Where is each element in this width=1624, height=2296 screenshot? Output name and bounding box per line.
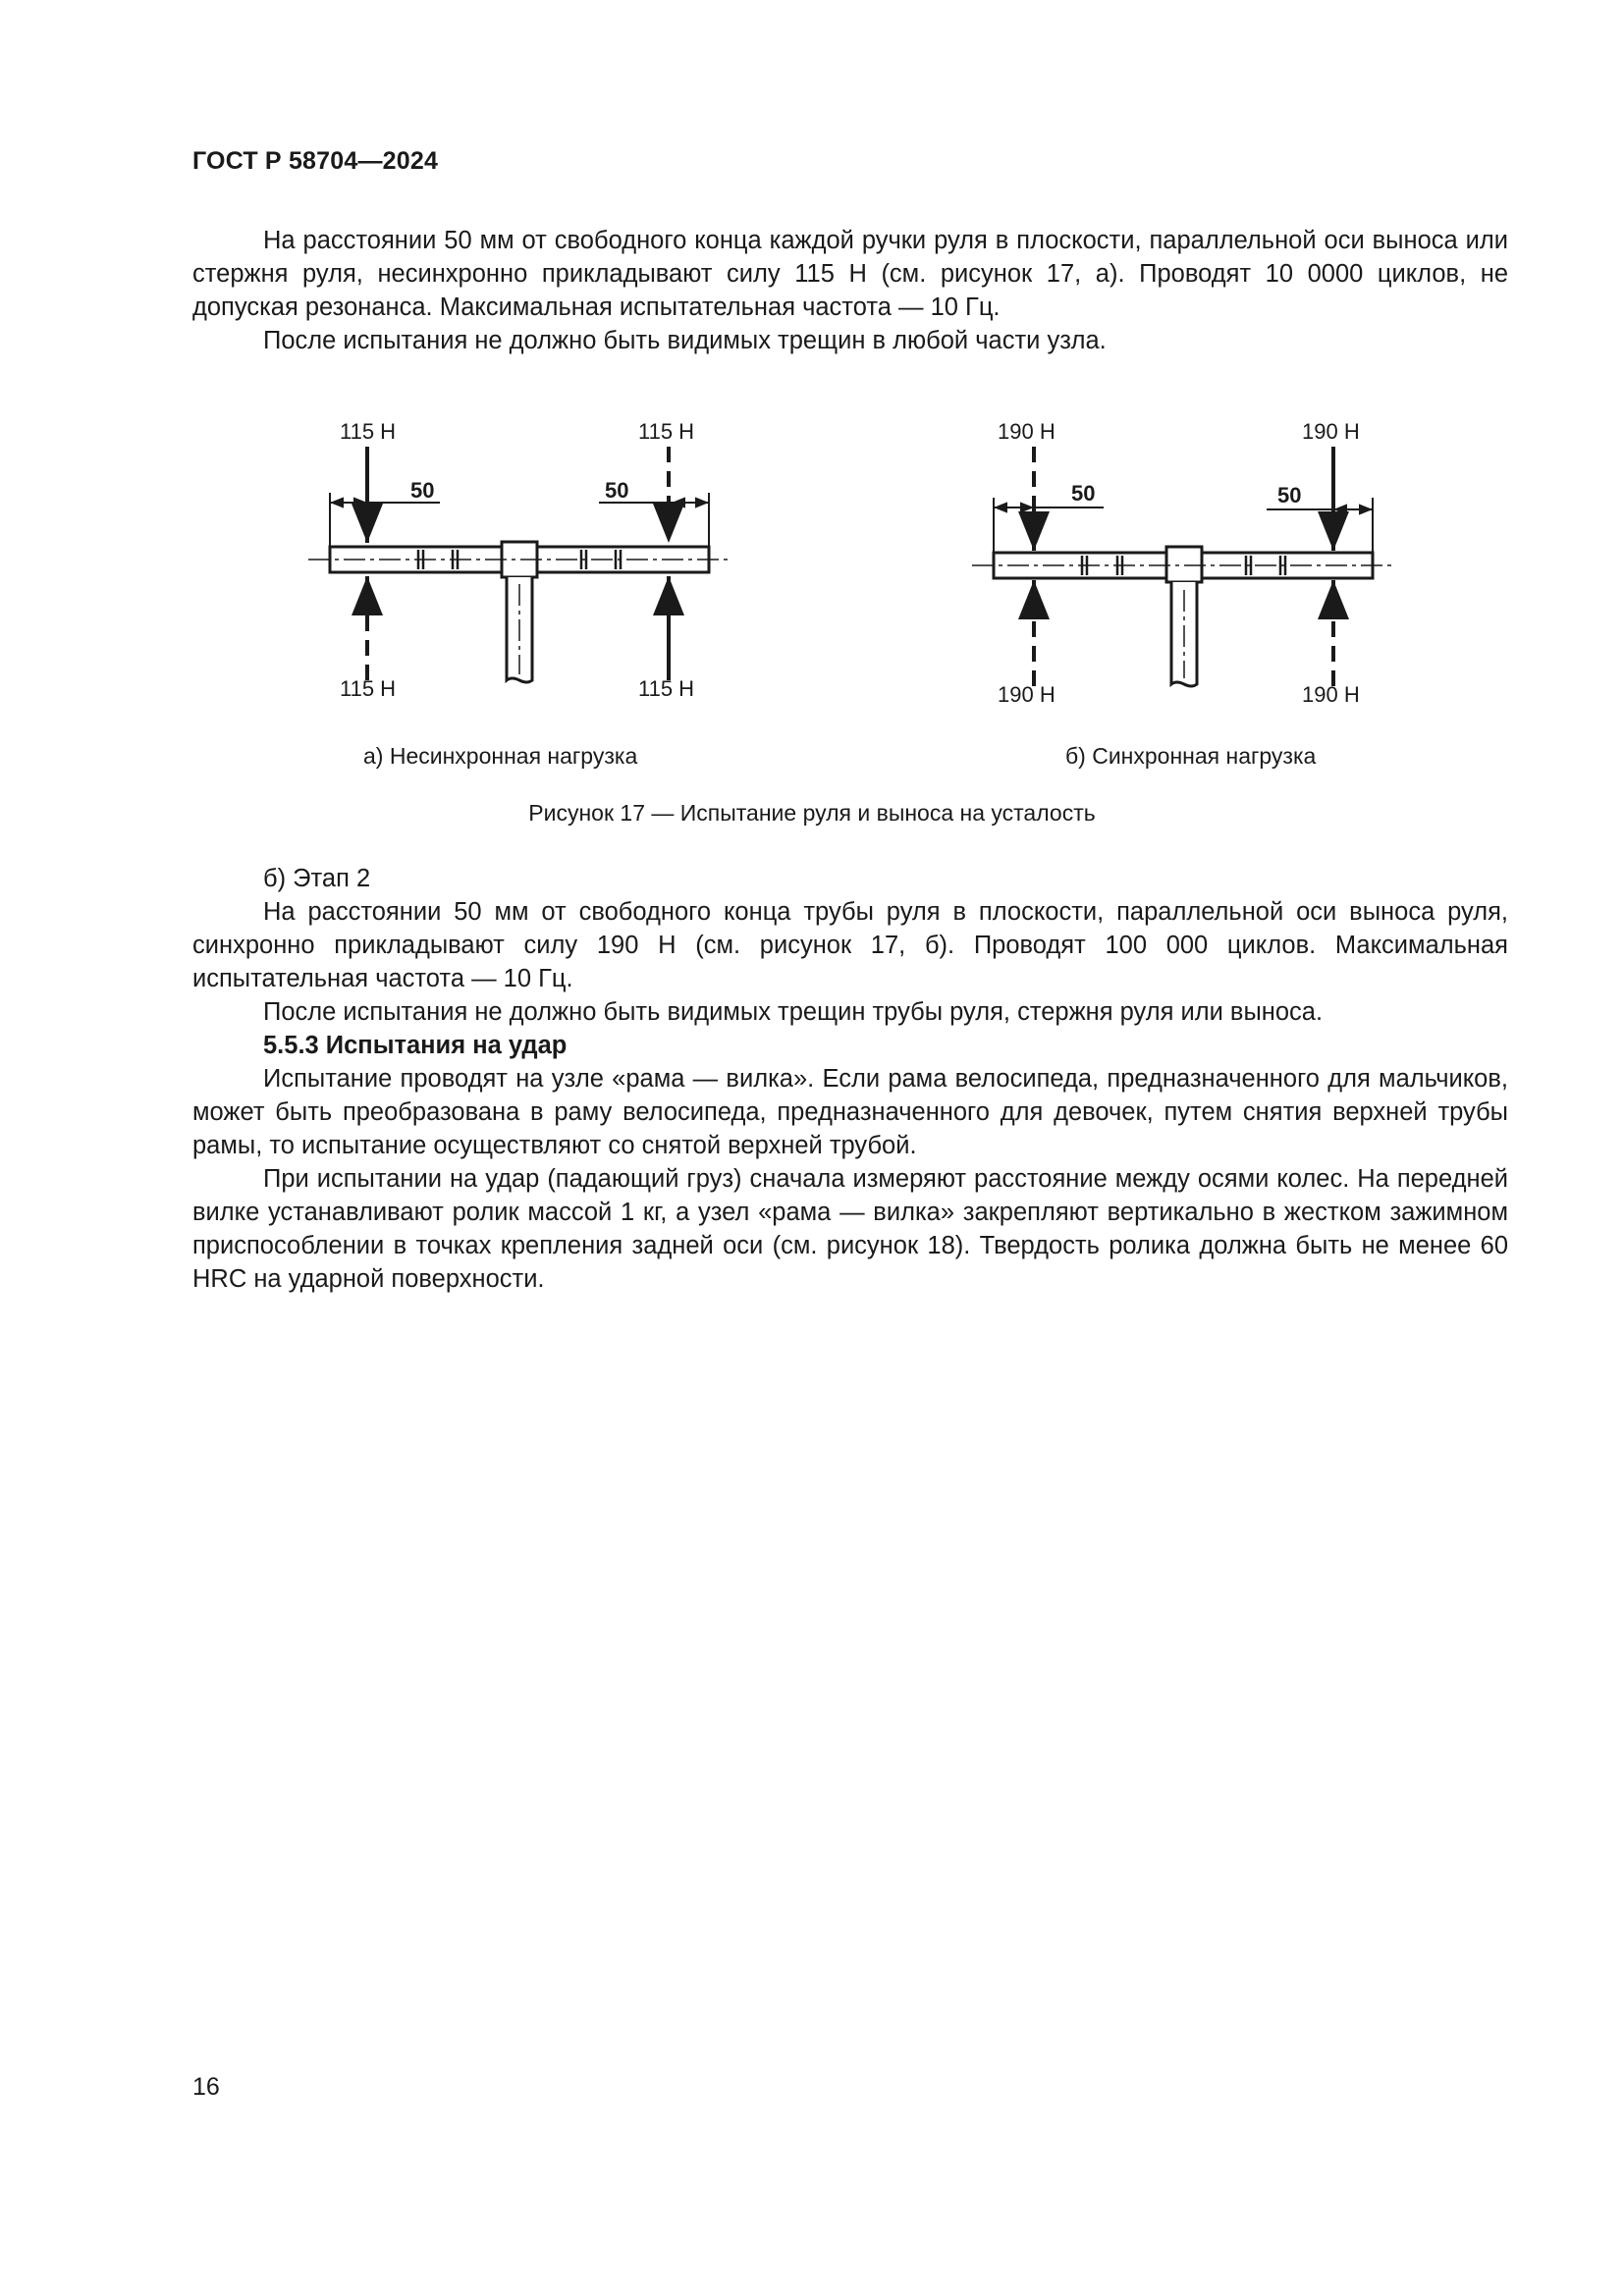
force-label-bottom-right: 115 Н bbox=[638, 676, 695, 701]
paragraph: После испытания не должно быть видимых трещин в любой части узла. bbox=[263, 327, 1107, 354]
force-label-bottom-left: 190 Н bbox=[998, 682, 1056, 707]
dimension-right: 50 bbox=[1277, 483, 1302, 507]
figure-b-diagram bbox=[960, 407, 1412, 717]
force-label-top-left: 115 Н bbox=[340, 419, 397, 444]
paragraph: При испытании на удар (падающий груз) сначала измеряют расстояние между осями колес. На передней вилке устанавливают ролик массой 1 кг, а узел «рама — вилка» закрепляют вертикально в жестком зажимном приспособлении в точках крепления задней оси (см. рисунок 18). Твердость ролика должна быть не менее 60 HRC на ударной поверхности. bbox=[192, 1165, 1508, 1293]
page-number: 16 bbox=[192, 2073, 220, 2101]
paragraph: На расстоянии 50 мм от свободного конца трубы руля в плоскости, параллельной оси выноса руля, синхронно прикладывают силу 190 Н (см. рисунок 17, б). Проводят 100 000 циклов. Максимальная испытательная частота — 10 Гц. bbox=[192, 898, 1508, 992]
figure-b-caption: б) Синхронная нагрузка bbox=[1065, 743, 1317, 769]
force-label-bottom-left: 115 Н bbox=[340, 676, 397, 701]
list-label: б) Этап 2 bbox=[263, 865, 371, 892]
paragraph: На расстоянии 50 мм от свободного конца каждой ручки руля в плоскости, параллельной оси выноса или стержня руля, несинхронно прикладывают силу 115 Н (см. рисунок 17, а). Проводят 10 0000 циклов, не допуская резонанса. Максимальная испытательная частота — 10 Гц. bbox=[192, 227, 1508, 321]
text-block-top bbox=[192, 224, 1508, 357]
force-label-bottom-right: 190 Н bbox=[1302, 682, 1360, 707]
dimension-left: 50 bbox=[410, 478, 435, 503]
figure-a-diagram bbox=[295, 407, 746, 717]
dimension-left: 50 bbox=[1071, 481, 1096, 506]
force-label-top-right: 190 Н bbox=[1302, 419, 1360, 444]
force-label-top-right: 115 Н bbox=[638, 419, 695, 444]
section-heading: 5.5.3 Испытания на удар bbox=[263, 1032, 568, 1059]
paragraph: После испытания не должно быть видимых трещин трубы руля, стержня руля или выноса. bbox=[263, 998, 1324, 1026]
paragraph: Испытание проводят на узле «рама — вилка». Если рама велосипеда, предназначенного для мальчиков, может быть преобразована в раму велосипеда, предназначенного для девочек, путем снятия верхней трубы рамы, то испытание осуществляют со снятой верхней трубой. bbox=[192, 1065, 1508, 1159]
force-label-top-left: 190 Н bbox=[998, 419, 1056, 444]
dimension-right: 50 bbox=[605, 478, 629, 503]
figure-a-caption: а) Несинхронная нагрузка bbox=[363, 743, 638, 769]
text-block-bottom bbox=[192, 862, 1508, 1296]
document-header: ГОСТ Р 58704—2024 bbox=[192, 147, 439, 175]
figure-caption: Рисунок 17 — Испытание руля и выноса на усталость bbox=[528, 800, 1096, 826]
